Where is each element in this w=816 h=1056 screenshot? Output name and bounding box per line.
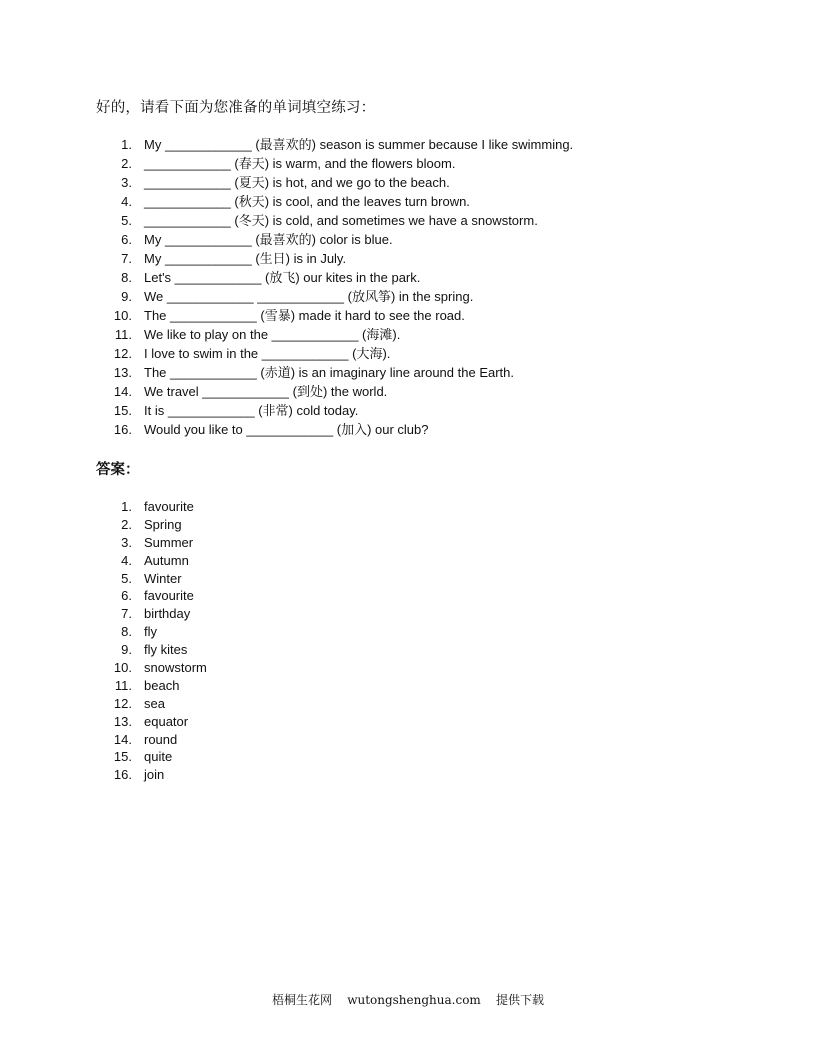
- question-item-text: My ____________ (最喜欢的) color is blue.: [144, 232, 393, 247]
- answer-item: [112, 571, 207, 589]
- question-item-number: 11.: [114, 327, 132, 342]
- question-item: [112, 327, 573, 346]
- answer-item-number: 11.: [114, 677, 132, 693]
- question-item: [112, 346, 573, 365]
- answer-item: [112, 732, 207, 750]
- question-item-text: ____________ (秋天) is cool, and the leaves turn brown.: [144, 194, 470, 209]
- answer-item: [112, 553, 207, 571]
- question-item-text: It is ____________ (非常) cold today.: [144, 403, 359, 418]
- answer-item: [112, 678, 207, 696]
- question-item-text: ____________ (冬天) is cold, and sometimes we have a snowstorm.: [144, 213, 538, 228]
- question-item: [112, 251, 573, 270]
- page-footer: 梧桐生花网 wutongshenghua.com 提供下载: [271, 993, 545, 1007]
- question-item-number: 14.: [113, 384, 132, 399]
- question-item-number: 7.: [121, 251, 132, 266]
- answer-item-text: beach: [144, 677, 180, 693]
- answer-item-number: 14.: [113, 731, 132, 747]
- question-item: [112, 156, 573, 175]
- answer-item-text: quite: [144, 749, 173, 765]
- answer-item-text: snowstorm: [144, 660, 207, 676]
- answer-item: [112, 499, 207, 517]
- question-item: [112, 213, 573, 232]
- question-item-text: ____________ (夏天) is hot, and we go to the beach.: [144, 175, 450, 190]
- answer-item-text: join: [144, 767, 165, 783]
- answer-item-text: fly: [144, 624, 157, 640]
- answer-item: [112, 696, 207, 714]
- answer-item-number: 12.: [113, 695, 132, 711]
- question-item-text: My ____________ (生日) is in July.: [144, 251, 347, 266]
- question-item-number: 8.: [121, 270, 132, 285]
- question-item-number: 9.: [121, 289, 132, 304]
- question-list: [112, 137, 573, 441]
- answer-item: [112, 535, 207, 553]
- answer-item-text: Autumn: [144, 552, 189, 568]
- question-item-number: 15.: [113, 403, 132, 418]
- question-item-number: 10.: [113, 308, 132, 323]
- answer-item: [112, 517, 207, 535]
- question-item-text: We travel ____________ (到处) the world.: [144, 384, 388, 399]
- answer-item-number: 5.: [121, 570, 132, 586]
- question-item-number: 2.: [121, 156, 132, 171]
- answer-item-number: 4.: [121, 552, 132, 568]
- answer-item-text: birthday: [144, 606, 191, 622]
- question-item: [112, 403, 573, 422]
- answer-list: [112, 499, 207, 785]
- intro-text: 好的，请看下面为您准备的单词填空练习：: [96, 100, 376, 116]
- answer-item: [112, 714, 207, 732]
- question-item: [112, 232, 573, 251]
- question-item-text: We ____________ ____________ (放风筝) in the spring.: [144, 289, 474, 304]
- question-item: [112, 308, 573, 327]
- answer-item-text: fly kites: [144, 642, 188, 658]
- question-item-text: ____________ (春天) is warm, and the flowers bloom.: [144, 156, 456, 171]
- question-item: [112, 270, 573, 289]
- question-item-text: My ____________ (最喜欢的) season is summer because I like swimming.: [144, 137, 574, 152]
- question-item-text: The ____________ (赤道) is an imaginary line around the Earth.: [144, 365, 514, 380]
- answer-item: [112, 767, 207, 785]
- answer-item: [112, 606, 207, 624]
- question-item-number: 5.: [121, 213, 132, 228]
- answer-item-number: 8.: [121, 624, 132, 640]
- question-item-text: We like to play on the ____________ (海滩).: [144, 327, 401, 342]
- answer-item-number: 10.: [113, 660, 132, 676]
- question-item-number: 3.: [121, 175, 132, 190]
- answer-item-number: 2.: [121, 516, 132, 532]
- answer-item-number: 6.: [121, 588, 132, 604]
- answer-item: [112, 588, 207, 606]
- answer-item: [112, 660, 207, 678]
- question-item-text: The ____________ (雪暴) made it hard to see the road.: [144, 308, 465, 323]
- question-item-text: I love to swim in the ____________ (大海).: [144, 346, 391, 361]
- answer-item-number: 3.: [121, 534, 132, 550]
- answer-item-number: 1.: [121, 499, 132, 514]
- answer-item-number: 7.: [121, 606, 132, 622]
- question-item: [112, 365, 573, 384]
- question-item: [112, 175, 573, 194]
- question-item-number: 1.: [121, 137, 132, 152]
- question-item: [112, 384, 573, 403]
- answer-item-text: Winter: [144, 570, 182, 586]
- answer-item-text: round: [144, 731, 178, 747]
- question-item-number: 12.: [113, 346, 132, 361]
- answer-item: [112, 642, 207, 660]
- question-item: [112, 289, 573, 308]
- answer-item-number: 15.: [113, 749, 132, 765]
- answer-item: [112, 749, 207, 767]
- question-item-text: Would you like to ____________ (加入) our club?: [144, 422, 429, 437]
- question-item-number: 16.: [113, 422, 132, 437]
- answer-item-number: 16.: [113, 767, 132, 783]
- question-item: [112, 194, 573, 213]
- question-item-number: 6.: [121, 232, 132, 247]
- answer-item-text: Summer: [144, 534, 194, 550]
- answer-item: [112, 624, 207, 642]
- question-item-text: Let's ____________ (放飞) our kites in the park.: [144, 270, 421, 285]
- answer-item-text: favourite: [144, 588, 194, 604]
- answer-item-text: Spring: [144, 516, 182, 532]
- answer-item-number: 9.: [121, 642, 132, 658]
- question-item-number: 13.: [113, 365, 132, 380]
- answer-item-text: equator: [144, 713, 189, 729]
- question-item-number: 4.: [121, 194, 132, 209]
- answer-heading: 答案：: [96, 461, 140, 478]
- question-item: [112, 422, 573, 441]
- answer-item-text: favourite: [144, 499, 194, 514]
- answer-item-number: 13.: [113, 713, 132, 729]
- question-item: [112, 137, 573, 156]
- answer-item-text: sea: [144, 695, 165, 711]
